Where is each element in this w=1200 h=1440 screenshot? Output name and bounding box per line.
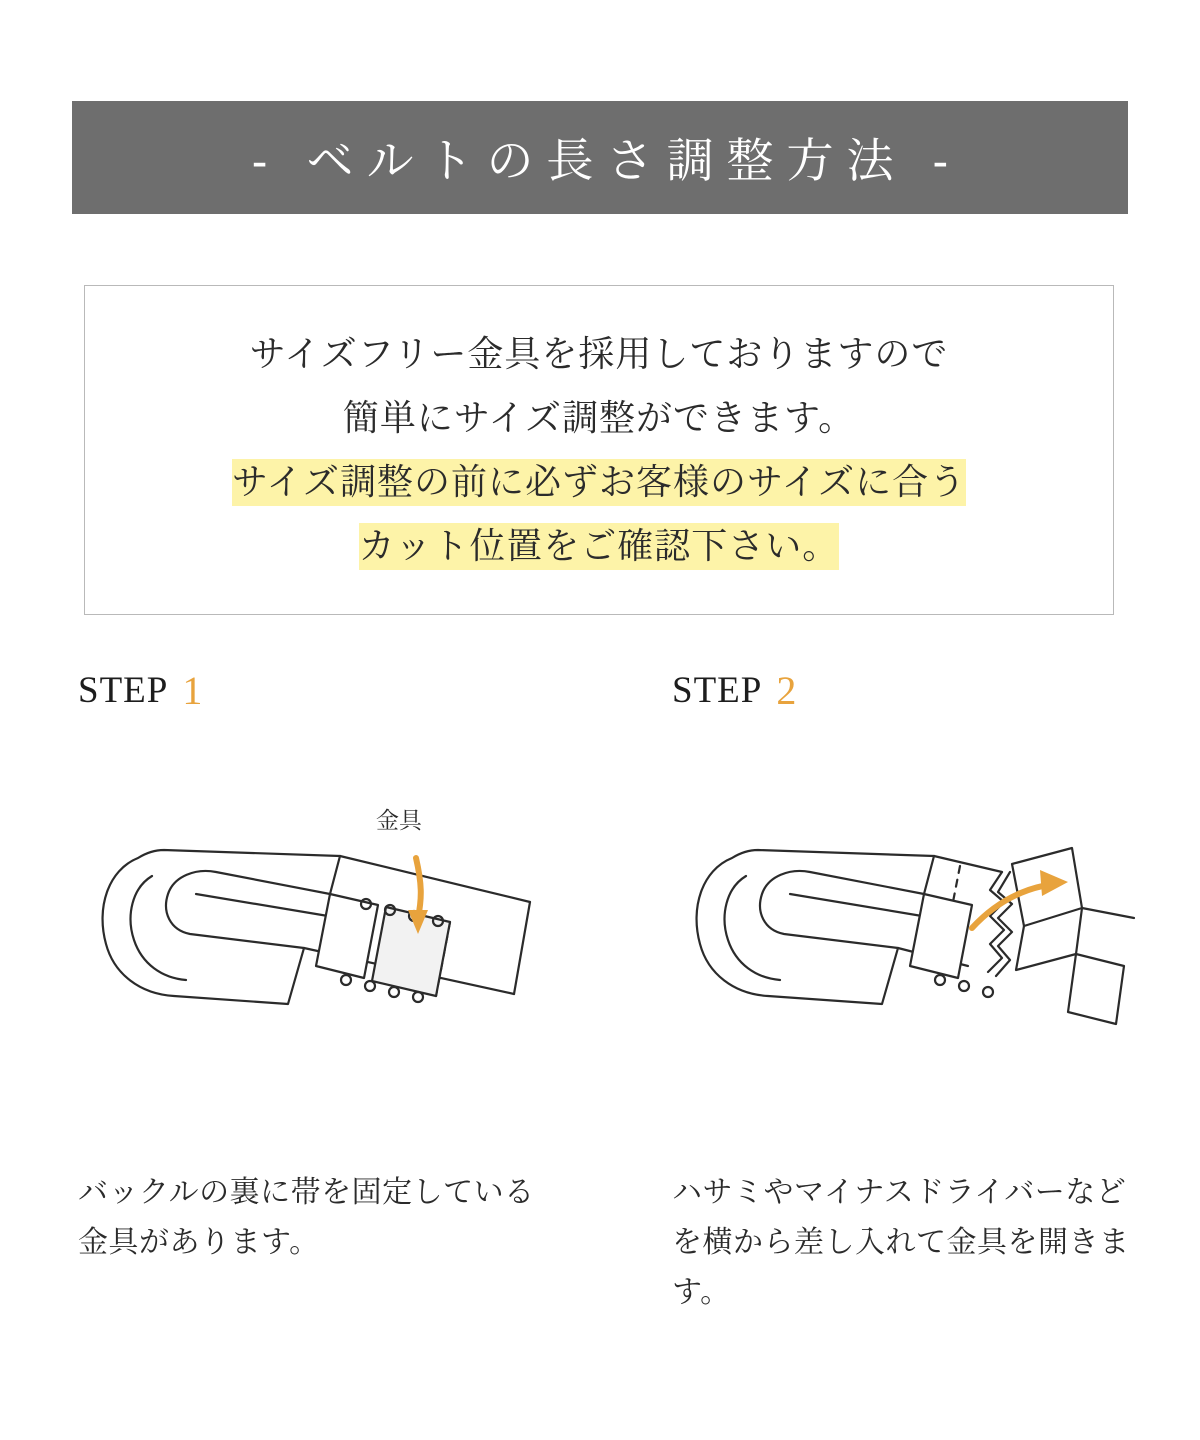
intro-line-3-text: サイズ調整の前に必ずお客様のサイズに合う — [232, 459, 966, 506]
step-1-number: 1 — [182, 667, 204, 713]
step-1 — [0, 660, 600, 1318]
step-2-heading — [672, 660, 1200, 720]
intro-line-4-text: カット位置をご確認下さい。 — [359, 523, 840, 570]
intro-line-4 — [359, 514, 840, 578]
step-1-callout-label: 金具 — [376, 807, 422, 833]
step-1-label: STEP — [78, 669, 169, 711]
step-2 — [600, 660, 1200, 1318]
step-2-number: 2 — [776, 667, 798, 713]
steps-container — [0, 660, 1200, 1318]
intro-line-2 — [343, 386, 855, 450]
step-1-heading — [78, 660, 600, 720]
step-2-illustration — [672, 798, 1142, 1098]
page-title-banner — [72, 101, 1128, 214]
intro-line-1-text: サイズフリー金具を採用しておりますので — [249, 333, 949, 374]
intro-box — [84, 285, 1114, 615]
step-1-caption: バックルの裏に帯を固定している金具があります。 — [78, 1176, 535, 1259]
step-1-illustration — [78, 798, 548, 1098]
step-2-caption: ハサミやマイナスドライバーなどを横から差し入れて金具を開きます。 — [672, 1176, 1130, 1309]
intro-line-3 — [232, 450, 966, 514]
page-title: - ベルトの長さ調整方法 - — [251, 134, 962, 187]
intro-line-2-text: 簡単にサイズ調整ができます。 — [342, 397, 856, 438]
step-2-label: STEP — [672, 669, 763, 711]
intro-line-1 — [250, 322, 949, 386]
